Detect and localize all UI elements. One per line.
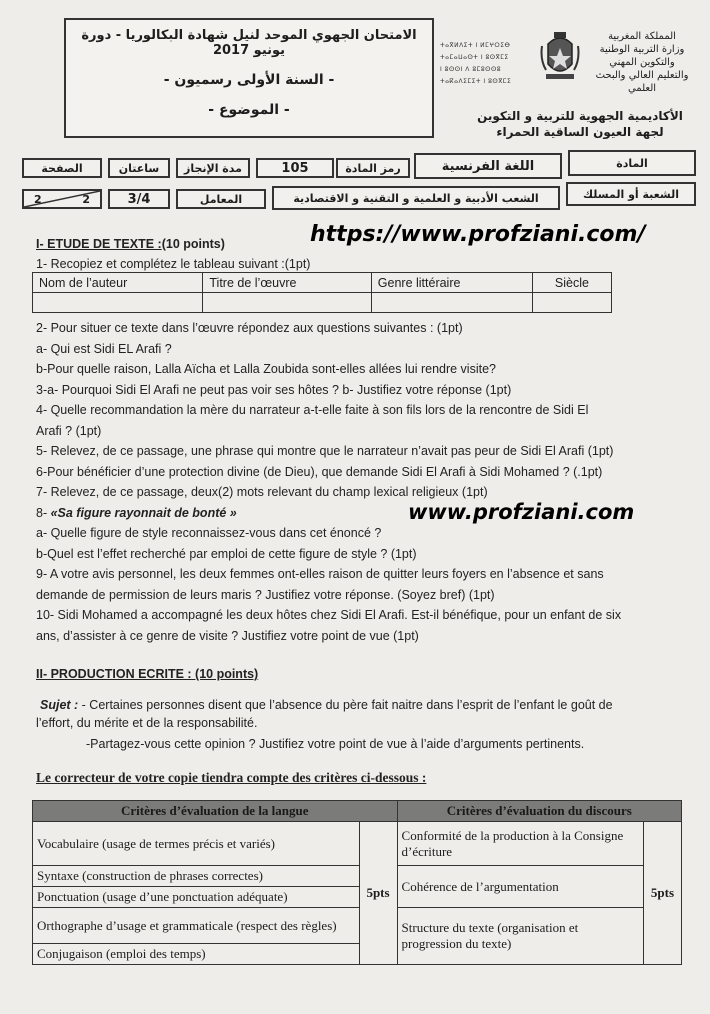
coef-label-cell: المعامل [176, 189, 266, 209]
coef-value-cell: 3/4 [108, 189, 170, 209]
question-line: 7- Relevez, de ce passage, deux(2) mots relevant du champ lexical religieux (1pt) [36, 485, 488, 499]
question-line: 9- A votre avis personnel, les deux femmes ont-elles raison de quitter leurs foyers en l’absence et sans [36, 567, 604, 581]
question-8-quote: «Sa figure rayonnait de bonté » [50, 505, 237, 520]
watermark-url: https://www.profziani.com/ [310, 222, 646, 247]
ministry-tifinagh-line: ⵜⴰⴳⵍⴷⵉⵜ ⵏ ⵍⵎⵖⵔⵉⴱ [440, 42, 511, 49]
table-cell [532, 293, 611, 313]
question-line: a- Qui est Sidi EL Arafi ? [36, 341, 172, 356]
page-total: 2 [82, 192, 90, 206]
section2-heading [36, 666, 686, 682]
table-cell [371, 293, 532, 313]
ministry-tifinagh-line: ⵜⴰⵎⴰⵡⴰⵙⵜ ⵏ ⵓⵙⴳⵎⵉ [440, 54, 509, 61]
section2-title: II- PRODUCTION ECRITE : (10 points) [36, 667, 259, 681]
diagonal-divider-icon [24, 191, 100, 207]
code-value-cell: 105 [256, 158, 334, 178]
question-line: 10- Sidi Mohamed a accompagné les deux hôtes chez Sidi El Arafi. Est-il bénéfique, pour un enfant de six [36, 608, 622, 622]
sujet-text: - Certaines personnes disent que l’absence du père fait naitre dans l’esprit de l’enfant le goût de [78, 698, 613, 712]
criteria-langue-item: Conjugaison (emploi des temps) [33, 944, 360, 965]
sujet-line [40, 697, 690, 713]
ministry-line: وزارة التربية الوطنية [599, 44, 685, 55]
sujet-label: Sujet : [40, 698, 79, 712]
ministry-arabic [586, 30, 698, 95]
question-8-label: 8- [36, 505, 51, 520]
criteria-langue-item: Syntaxe (construction de phrases correctes) [33, 866, 360, 887]
criteria-discours-item: Structure du texte (organisation et progression du texte) [397, 908, 643, 965]
question-line: 2- Pour situer ce texte dans l’œuvre répondez aux questions suivantes : (1pt) [36, 321, 463, 335]
section1-heading [36, 236, 686, 252]
criteria-discours-item: Cohérence de l’argumentation [397, 866, 643, 908]
exam-year: - السنة الأولى رسميون - [163, 72, 335, 88]
section1-title: I- ETUDE DE TEXTE : [36, 237, 162, 251]
question-line: b-Quel est l’effet recherché par emploi de cette figure de style ? (1pt) [36, 546, 417, 561]
ministry-line: والتكوين المهني [609, 57, 675, 68]
table-cell [33, 293, 203, 313]
question-line: a- Quelle figure de style reconnaissez-vous dans cet énoncé ? [36, 526, 382, 540]
question-8 [36, 503, 686, 524]
duration-value-cell: ساعتان [108, 158, 170, 178]
exam-title: الامتحان الجهوي الموحد لنيل شهادة البكالوريا - دورة يونيو 2017 [81, 28, 417, 58]
criteria-langue-item: Ponctuation (usage d’une ponctuation adéquate) [33, 887, 360, 908]
table-header: Nom de l’auteur [33, 273, 203, 293]
subject-label-cell: المادة [568, 150, 696, 176]
coat-of-arms-icon [540, 30, 580, 82]
duration-label-cell: مدة الإنجاز [176, 158, 250, 178]
filiere-value-cell: الشعب الأدبية و العلمية و التقنية و الاقتصادية [272, 186, 560, 210]
ministry-line: والتعليم العالي والبحث العلمي [595, 70, 689, 94]
question-line: demande de permission de leurs maris ? Justifiez votre réponse. (Soyez bref) (1pt) [36, 587, 495, 602]
question-line: 3-a- Pourquoi Sidi El Arafi ne peut pas voir ses hôtes ? b- Justifiez votre réponse (1pt) [36, 382, 512, 397]
criteria-discours-item: Conformité de la production à la Consigne d’écriture [397, 822, 643, 866]
discours-header: Critères d’évaluation du discours [397, 801, 681, 822]
ministry-tifinagh-line: ⵜⴰⴽⴰⴷⵉⵎⵉⵜ ⵏ ⵓⵙⴳⵎⵉ [440, 78, 512, 85]
code-label-cell: رمز المادة [336, 158, 410, 178]
ministry-line: المملكة المغربية [608, 31, 676, 42]
criteria-langue-item: Orthographe d’usage et grammaticale (respect des règles) [33, 908, 360, 944]
ministry-tifinagh [440, 40, 526, 88]
question-line: 4- Quelle recommandation la mère du narrateur a-t-elle faite à son fils lors de la rencontre de Sidi El [36, 403, 589, 417]
exam-subject-label: - الموضوع - [208, 102, 290, 118]
info-table [32, 272, 612, 313]
question-line: 6-Pour bénéficier d’une protection divine (de Dieu), que demande Sidi El Arafi à Sidi Mohamed ? (.1pt) [36, 464, 603, 479]
table-header: Genre littéraire [371, 273, 532, 293]
academy-line: الأكاديمية الجهوية للتربية و التكوين [477, 109, 683, 123]
question-line: Arafi ? (1pt) [36, 423, 102, 438]
page-number: 2 [34, 192, 42, 206]
table-cell [203, 293, 371, 313]
question-line: ans, d’assister à ce genre de visite ? Justifiez votre point de vue (1pt) [36, 628, 419, 643]
langue-points: 5pts [359, 822, 397, 965]
exam-header-box [64, 18, 434, 138]
subject-value-cell: اللغة الفرنسية [414, 153, 562, 179]
question-line: b-Pour quelle raison, Lalla Aïcha et Lalla Zoubida sont-elles allées lui rendre visite? [36, 362, 496, 376]
academy-name [460, 108, 700, 140]
page-label-cell: الصفحة [22, 158, 102, 178]
consigne-line: -Partagez-vous cette opinion ? Justifiez votre point de vue à l’aide d’arguments pertinents. [86, 737, 585, 751]
watermark-url: www.profziani.com [408, 500, 635, 524]
page-number-cell [22, 189, 102, 209]
table-header: Titre de l’œuvre [203, 273, 371, 293]
ministry-tifinagh-line: ⵏ ⵓⵙⵙⵏ ⴷ ⵓⵎⵓⵙⵙⵓ [440, 66, 502, 73]
langue-header: Critères d’évaluation de la langue [33, 801, 398, 822]
correcteur-line: Le correcteur de votre copie tiendra compte des critères ci-dessous : [36, 770, 427, 785]
section1-points: (10 points) [161, 237, 225, 251]
criteria-table [32, 800, 682, 965]
question-line: 1- Recopiez et complétez le tableau suivant :(1pt) [36, 257, 311, 271]
criteria-langue-item: Vocabulaire (usage de termes précis et variés) [33, 822, 360, 866]
table-header: Siècle [532, 273, 611, 293]
discours-points: 5pts [643, 822, 681, 965]
academy-line: لجهة العيون الساقية الحمراء [496, 125, 664, 139]
question-line: 5- Relevez, de ce passage, une phrase qui montre que le narrateur n’avait pas peur de Sidi El Arafi (1pt) [36, 444, 614, 458]
filiere-label-cell: الشعبة أو المسلك [566, 182, 696, 206]
questions-block [36, 318, 686, 646]
sujet-line-2: l’effort, du mérite et de la responsabilité. [36, 716, 258, 730]
